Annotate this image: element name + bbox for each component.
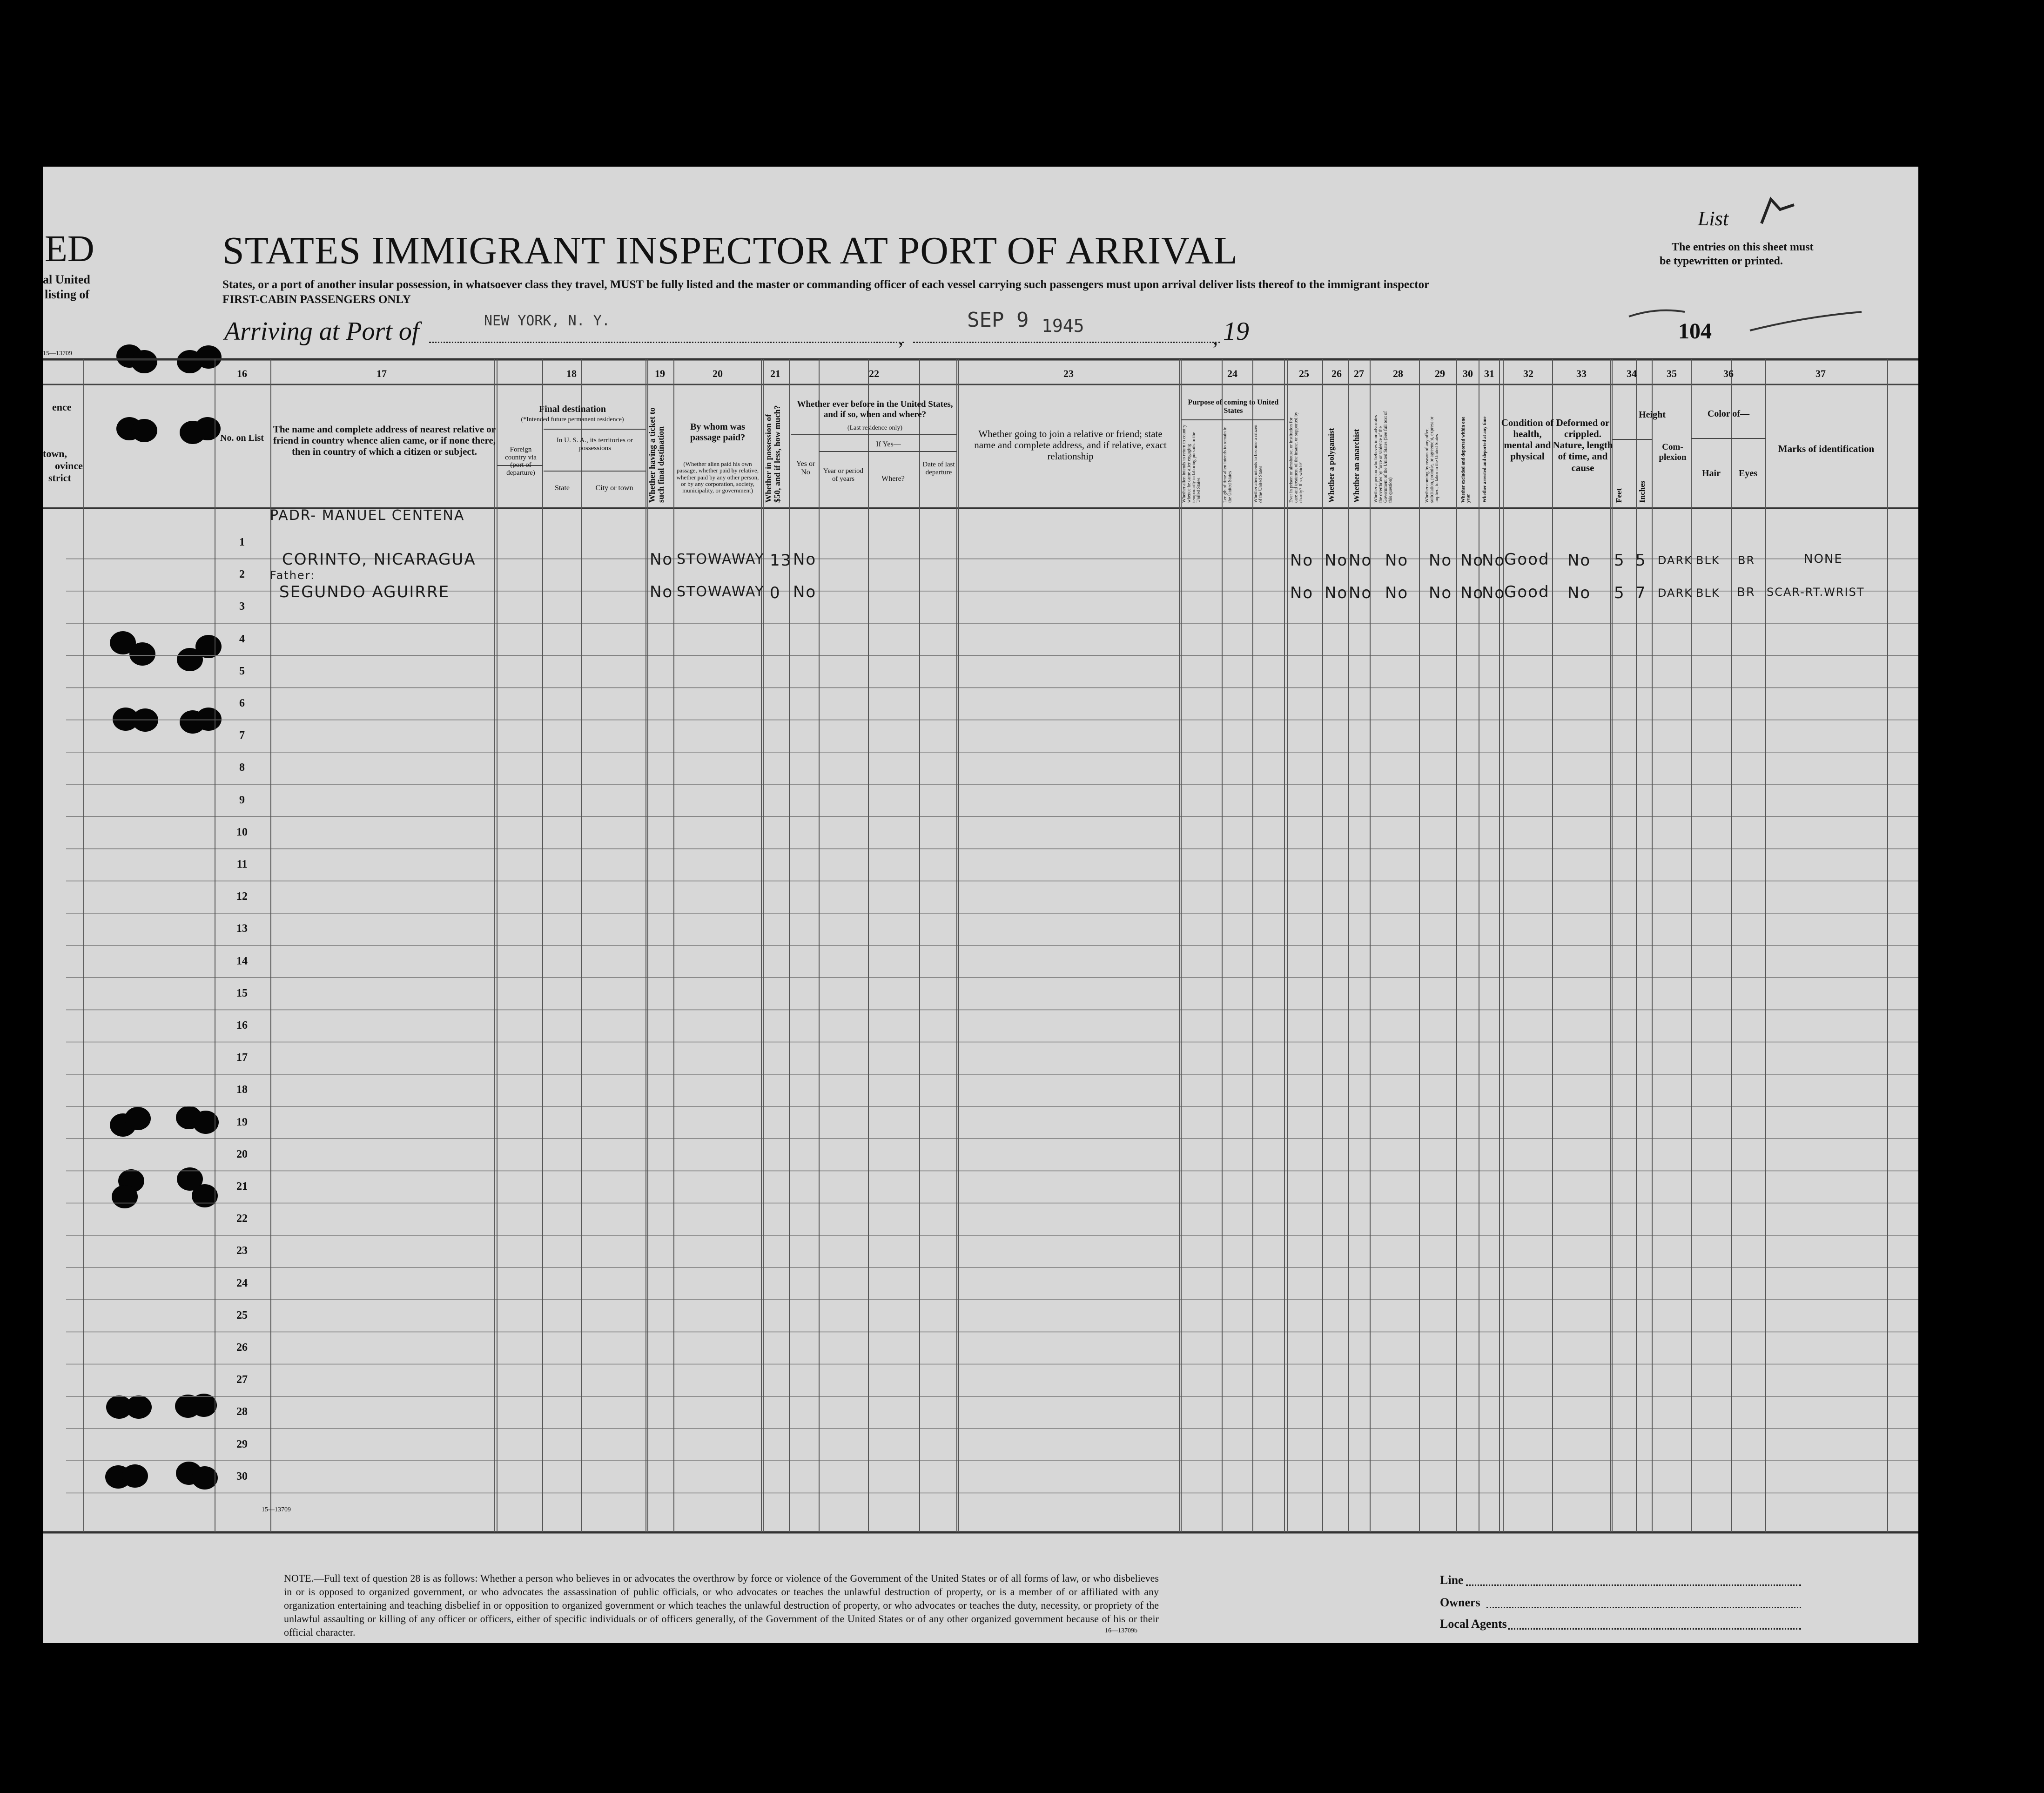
row-number: 4 xyxy=(239,633,245,645)
footer-note: NOTE.—Full text of question 28 is as follows: Whether a person who believes in or advocates the overthrow by force or violence of the Government of the United States or of all forms of law, or who disbelieves in or is opposed to organized government, or who advocates the assassination of public officials, or who advocates or teaches the unlawful destruction of property, or is a member of or affiliated with any organization entertaining and teaching disbelief in or opposition to organized government or which teaches the unlawful destruction of property, or who advocates or teaches the duty, necessity, or propriety of the unlawful assaulting or killing of any officer or officers, either of specific individuals or of officers generally, of the Government of the United States or of any other organized government because of his or their official character. xyxy=(284,1572,1159,1638)
col24-b-header: Length of time alien intends to remain in the United States xyxy=(1223,426,1233,503)
column-number: 33 xyxy=(1576,368,1587,379)
col20-header: By whom was passage paid? xyxy=(690,422,746,443)
entry2-c25: No xyxy=(1290,584,1314,602)
entry1-c29: No xyxy=(1429,551,1452,570)
col18-note: (*Intended future permanent residence) xyxy=(521,416,624,423)
col34-inches: Inches xyxy=(1638,480,1647,503)
owners-label: Owners xyxy=(1440,1596,1480,1609)
column-number: 25 xyxy=(1299,368,1309,379)
entry2-before: No xyxy=(793,583,817,601)
row-number: 6 xyxy=(239,697,245,709)
form-title: STATES IMMIGRANT INSPECTOR AT PORT OF ARRIVAL xyxy=(222,229,1238,272)
comma: , xyxy=(898,326,903,349)
col18-usa: In U. S. A., its territories or possessions xyxy=(556,437,633,452)
entry1-c27: No xyxy=(1349,551,1372,570)
owners-field xyxy=(1486,1607,1801,1608)
entry1-before: No xyxy=(793,550,817,569)
row-number: 10 xyxy=(236,826,248,838)
column-number: 26 xyxy=(1331,368,1342,379)
col22-note: (Last residence only) xyxy=(847,425,903,431)
col26-header: Whether a polygamist xyxy=(1327,428,1336,503)
col22-period: Year or period of years xyxy=(823,467,863,483)
column-number: 18 xyxy=(566,368,577,379)
column-number: 31 xyxy=(1484,368,1494,379)
entry2-c29: No xyxy=(1429,584,1452,602)
column-number: 17 xyxy=(377,368,387,379)
date-stamp: SEP 9 xyxy=(967,308,1029,332)
entry1-name-address: CORINTO, NICARAGUA xyxy=(282,550,476,569)
col27-header: Whether an anarchist xyxy=(1352,429,1361,503)
list-note-1: The entries on this sheet must xyxy=(1672,241,1814,253)
column-number: 32 xyxy=(1523,368,1533,379)
left-fragment-1: al United xyxy=(43,273,90,286)
footer-code: 16—13709b xyxy=(1105,1627,1137,1634)
col20-note: (Whether alien paid his own passage, whether paid by relative, whether paid by any other person, or by any corporation, society, municipality, or government) xyxy=(676,460,759,494)
entry2-ticket: No xyxy=(650,583,673,601)
entry2-hair: BLK xyxy=(1696,586,1720,600)
entry2-complexion: DARK xyxy=(1658,586,1693,600)
entry1-money: 13 xyxy=(770,551,792,570)
column-number: 23 xyxy=(1063,368,1074,379)
col16-header: No. on List xyxy=(220,433,264,443)
col36-eyes: Eyes xyxy=(1739,468,1757,479)
col18-header: Final destination xyxy=(539,404,606,414)
column-number: 37 xyxy=(1815,368,1826,379)
col36-header: Color of— xyxy=(1707,409,1750,419)
col24-c-header: Whether alien intends to become a citizen of the United States xyxy=(1253,425,1264,503)
col30-header: Whether excluded and deported within one year xyxy=(1461,417,1471,503)
col22-if-yes: If Yes— xyxy=(876,440,901,448)
row-number: 13 xyxy=(236,923,248,935)
col22-where: Where? xyxy=(881,475,905,483)
col18-state: State xyxy=(555,484,570,492)
entry2-marks: SCAR-RT.WRIST xyxy=(1767,586,1865,599)
entry2-money: 0 xyxy=(770,584,781,602)
form-code-left: 15—13709 xyxy=(43,350,72,357)
col25-header: Ever in prison or almshouse, or institution for care and treatment of the insane, or supported by charity? If so, which? xyxy=(1289,411,1304,503)
line-field xyxy=(1466,1584,1801,1586)
col37-header: Marks of identification xyxy=(1778,443,1875,454)
year-prefix: 19 xyxy=(1223,317,1249,346)
entry1-deformed: No xyxy=(1567,551,1591,570)
row-number: 5 xyxy=(239,665,245,677)
col29-header: Whether coming by reason of any offer, solicitation, promise, or agreement, express or implied, to labor in the United States xyxy=(1425,417,1439,503)
row-number: 23 xyxy=(236,1245,248,1257)
row-number: 21 xyxy=(236,1180,248,1193)
entry2-paid-by: STOWAWAY xyxy=(677,584,765,600)
entry2-deformed: No xyxy=(1567,584,1591,602)
row-number: 22 xyxy=(236,1213,248,1225)
row-number: 29 xyxy=(236,1438,248,1450)
port-stamp: NEW YORK, N. Y. xyxy=(484,313,610,329)
column-number: 34 xyxy=(1627,368,1637,379)
column-number: 16 xyxy=(237,368,247,379)
entry1-c31: No xyxy=(1482,551,1506,570)
arriving-label: Arriving at Port of xyxy=(224,317,419,346)
row-number: 20 xyxy=(236,1148,248,1160)
row-number: 3 xyxy=(239,600,245,613)
entry2-c28: No xyxy=(1385,584,1409,602)
entry2-c27: No xyxy=(1349,584,1372,602)
entry1-c25: No xyxy=(1290,551,1314,570)
col17-header: The name and complete address of nearest relative or friend in country whence alien came, or if none there, then in country of which a citizen or subject. xyxy=(273,424,496,458)
col22-yes-no: Yes or No xyxy=(796,460,815,476)
left-frag-province: ovince xyxy=(55,460,83,472)
entry2-name-address: SEGUNDO AGUIRRE xyxy=(279,583,450,601)
column-number: 20 xyxy=(713,368,723,379)
col19-header: Whether having a ticket to such final destination xyxy=(647,407,666,503)
entry1-c30: No xyxy=(1460,551,1484,570)
col18-foreign: Foreign country via (port of departure) xyxy=(505,446,537,477)
list-note-2: be typewritten or printed. xyxy=(1660,255,1783,267)
form-code-bottom: 15—13709 xyxy=(262,1506,291,1513)
row-number: 27 xyxy=(236,1374,248,1386)
entry1-health: Good xyxy=(1504,550,1550,569)
entry1-marks: NONE xyxy=(1804,552,1843,566)
col34-header: Height xyxy=(1639,410,1666,420)
left-frag-town: town, xyxy=(43,448,67,459)
entry1-hair: BLK xyxy=(1696,554,1720,567)
col24-a-header: Whether alien intends to return to country whence he came after engaging temporarily in laboring pursuits in the United States xyxy=(1182,425,1202,503)
left-fragment-title: ED xyxy=(45,229,94,270)
row-number: 30 xyxy=(236,1470,248,1483)
form-subtitle: States, or a port of another insular possession, in whatsoever class they travel, MUST be fully listed and the master or commanding officer of each vessel carrying such passengers must upon arrival deliver lists thereof to the immigrant inspector xyxy=(222,278,1430,291)
entry1-feet: 5 xyxy=(1614,551,1625,570)
line-label: Line xyxy=(1440,1573,1464,1587)
entry2-c31: No xyxy=(1482,584,1506,602)
entry1-eyes: BR xyxy=(1738,554,1755,567)
col33-header: Deformed or crippled. Nature, length of time, and cause xyxy=(1553,417,1613,473)
entry1-complexion: DARK xyxy=(1658,554,1693,567)
row-number: 2 xyxy=(239,568,245,581)
row-number: 26 xyxy=(236,1341,248,1354)
row-number: 8 xyxy=(239,762,245,774)
entry2-eyes: BR xyxy=(1737,586,1755,600)
list-label: List xyxy=(1698,207,1729,230)
column-number: 19 xyxy=(655,368,665,379)
column-number: 27 xyxy=(1354,368,1364,379)
class-line: FIRST-CABIN PASSENGERS ONLY xyxy=(222,293,411,306)
left-frag-ence: ence xyxy=(52,401,72,413)
column-number: 30 xyxy=(1463,368,1473,379)
entry1-pre-line: PADR- MANUEL CENTENA xyxy=(270,507,465,524)
left-frag-district: strict xyxy=(48,472,71,484)
row-number: 16 xyxy=(236,1019,248,1031)
entry2-inches: 7 xyxy=(1635,584,1647,602)
column-number: 29 xyxy=(1435,368,1445,379)
row-number: 25 xyxy=(236,1309,248,1321)
row-number: 1 xyxy=(239,536,245,548)
column-number: 21 xyxy=(770,368,780,379)
entry1-paid-by: STOWAWAY xyxy=(677,551,765,567)
col32-header: Condition of health, mental and physical xyxy=(1501,417,1554,462)
row-number: 15 xyxy=(236,987,248,999)
col22-header: Whether ever before in the United States, and if so, when and where? xyxy=(797,399,953,419)
row-number: 28 xyxy=(236,1406,248,1418)
col28-header: Whether a person who believes in or advocates the overthrow by force or violence of the Government of the United States (See full text of this question) xyxy=(1373,411,1393,503)
col34-feet: Feet xyxy=(1614,488,1623,503)
comma-2: , xyxy=(1213,326,1218,349)
column-number: 35 xyxy=(1667,368,1677,379)
row-number: 14 xyxy=(236,955,248,967)
col31-header: Whether arrested and deported at any time xyxy=(1482,416,1487,503)
year-stamp: 1945 xyxy=(1042,316,1084,336)
row-number: 19 xyxy=(236,1116,248,1128)
entry2-feet: 5 xyxy=(1614,584,1625,602)
entry1-inches: 5 xyxy=(1635,551,1647,570)
entry2-health: Good xyxy=(1504,583,1550,601)
row-number: 11 xyxy=(236,858,248,870)
entry2-c26: No xyxy=(1325,584,1348,602)
column-number: 24 xyxy=(1227,368,1237,379)
col18-city: City or town xyxy=(595,484,633,492)
col23-header: Whether going to join a relative or friend; state name and complete address, and if relative, exact relationship xyxy=(974,428,1167,462)
agents-field xyxy=(1508,1628,1801,1630)
row-number: 7 xyxy=(239,729,245,742)
entry1-c28: No xyxy=(1385,551,1409,570)
col35-header: Com-plexion xyxy=(1659,442,1687,462)
row-number: 24 xyxy=(236,1277,248,1289)
col22-date: Date of last departure xyxy=(922,461,955,476)
left-fragment-2: listing of xyxy=(45,288,90,301)
column-number: 36 xyxy=(1723,368,1734,379)
entry1-c26: No xyxy=(1325,551,1348,570)
row-number: 12 xyxy=(236,890,248,903)
row-number: 17 xyxy=(236,1052,248,1064)
column-number: 28 xyxy=(1393,368,1403,379)
col21-header: Whether in possession of $50, and if less, how much? xyxy=(764,405,782,503)
column-number: 22 xyxy=(869,368,879,379)
agents-label: Local Agents xyxy=(1440,1617,1507,1631)
entry2-c30: No xyxy=(1460,584,1484,602)
row-number: 9 xyxy=(239,794,245,806)
row-number: 18 xyxy=(236,1084,248,1096)
page-number: 104 xyxy=(1678,319,1712,344)
entry1-ticket: No xyxy=(650,550,673,569)
col24-header: Purpose of coming to United States xyxy=(1188,398,1279,415)
entry2-pre-line: Father: xyxy=(270,569,316,582)
col36-hair: Hair xyxy=(1702,468,1721,479)
